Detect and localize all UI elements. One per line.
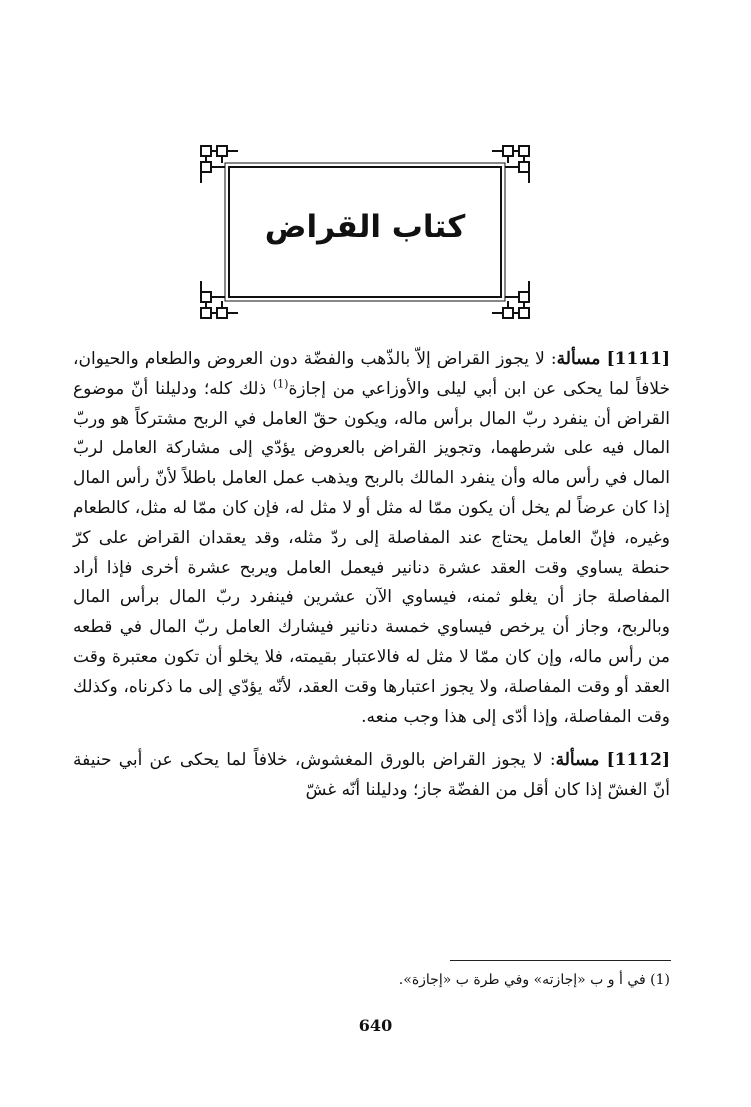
issue-heading: مسألة <box>556 349 601 369</box>
issue-number: [1112] <box>606 750 670 771</box>
issue-heading: مسألة <box>555 750 600 771</box>
paragraph-text: : لا يجوز القراض بالورق المغشوش، خلافاً لما يحكى عن أبي حنيفة أنّ الغشّ إذا كان أقل من الفضّة جاز؛ ودليلنا أنّه غشّ <box>73 750 670 801</box>
footnote <box>250 970 670 990</box>
page-number: 640 <box>358 1016 393 1035</box>
footnote-divider <box>450 960 671 961</box>
paragraph-text: : لا يجوز القراض إلاّ بالذّهب والفضّة دون العروض والطعام والحيوان، خلافاً لما يحكى عن ابن أبي ليلى والأوزاعي من إجازة <box>73 349 670 399</box>
footnote-text: في أ و ب «إجازته» وفي طرة ب «إجازة». <box>398 972 646 988</box>
chapter-title: كتاب القراض <box>264 209 466 245</box>
footnote-mark: (1) <box>650 972 670 988</box>
paragraph-text: ذلك كله؛ ودليلنا أنّ موضوع القراض أن ينفرد ربّ المال برأس ماله، ويكون حقّ العامل في الربح مشتركاً هو وربّ المال فيه على شرطهما، وتجويز القراض بالعروض يؤدّي إلى مشاركة العامل لربّ المال في رأس ماله وأن ينفرد المالك بالربح ويذهب عمل العامل باطلاً لأنّ رأس المال إذا كان عرضاً لم يخل أن يكون ممّا له مثل أو لا مثل له، فإن كان ممّا له مثل، كالطعام وغيره، فإنّ العامل يحتاج عند المفاصلة إلى ردّ مثله، وقد يعقدان القراض على كرّ حنطة يساوي وقت العقد عشرة دنانير فيعمل العامل ويربح عشرة أخرى فإذا أراد المفاصلة جاز أن يغلو ثمنه، فيساوي الآن عشرين فينفرد ربّ المال برأس المال وبالربح، وجاز أن يرخص فيساوي خمسة دنانير فيشارك العامل ربّ المال في قطعه من رأس ماله، وإن كان ممّا لا مثل له فالاعتبار بقيمته، فلا يخلو أن تكون معتبرة وقت العقد أو وقت المفاصلة، ولا يجوز اعتبارها وقت العقد، لأنّه يؤدّي إلى ما ذكرناه، وكذلك وقت المفاصلة، وإذا أدّى إلى هذا وجب منعه. <box>73 378 670 727</box>
paragraph-1112 <box>73 746 670 806</box>
body-text <box>73 345 670 806</box>
issue-number: [1111] <box>606 349 670 369</box>
paragraph-1111 <box>73 345 670 732</box>
footnote-reference: (1) <box>272 377 289 391</box>
